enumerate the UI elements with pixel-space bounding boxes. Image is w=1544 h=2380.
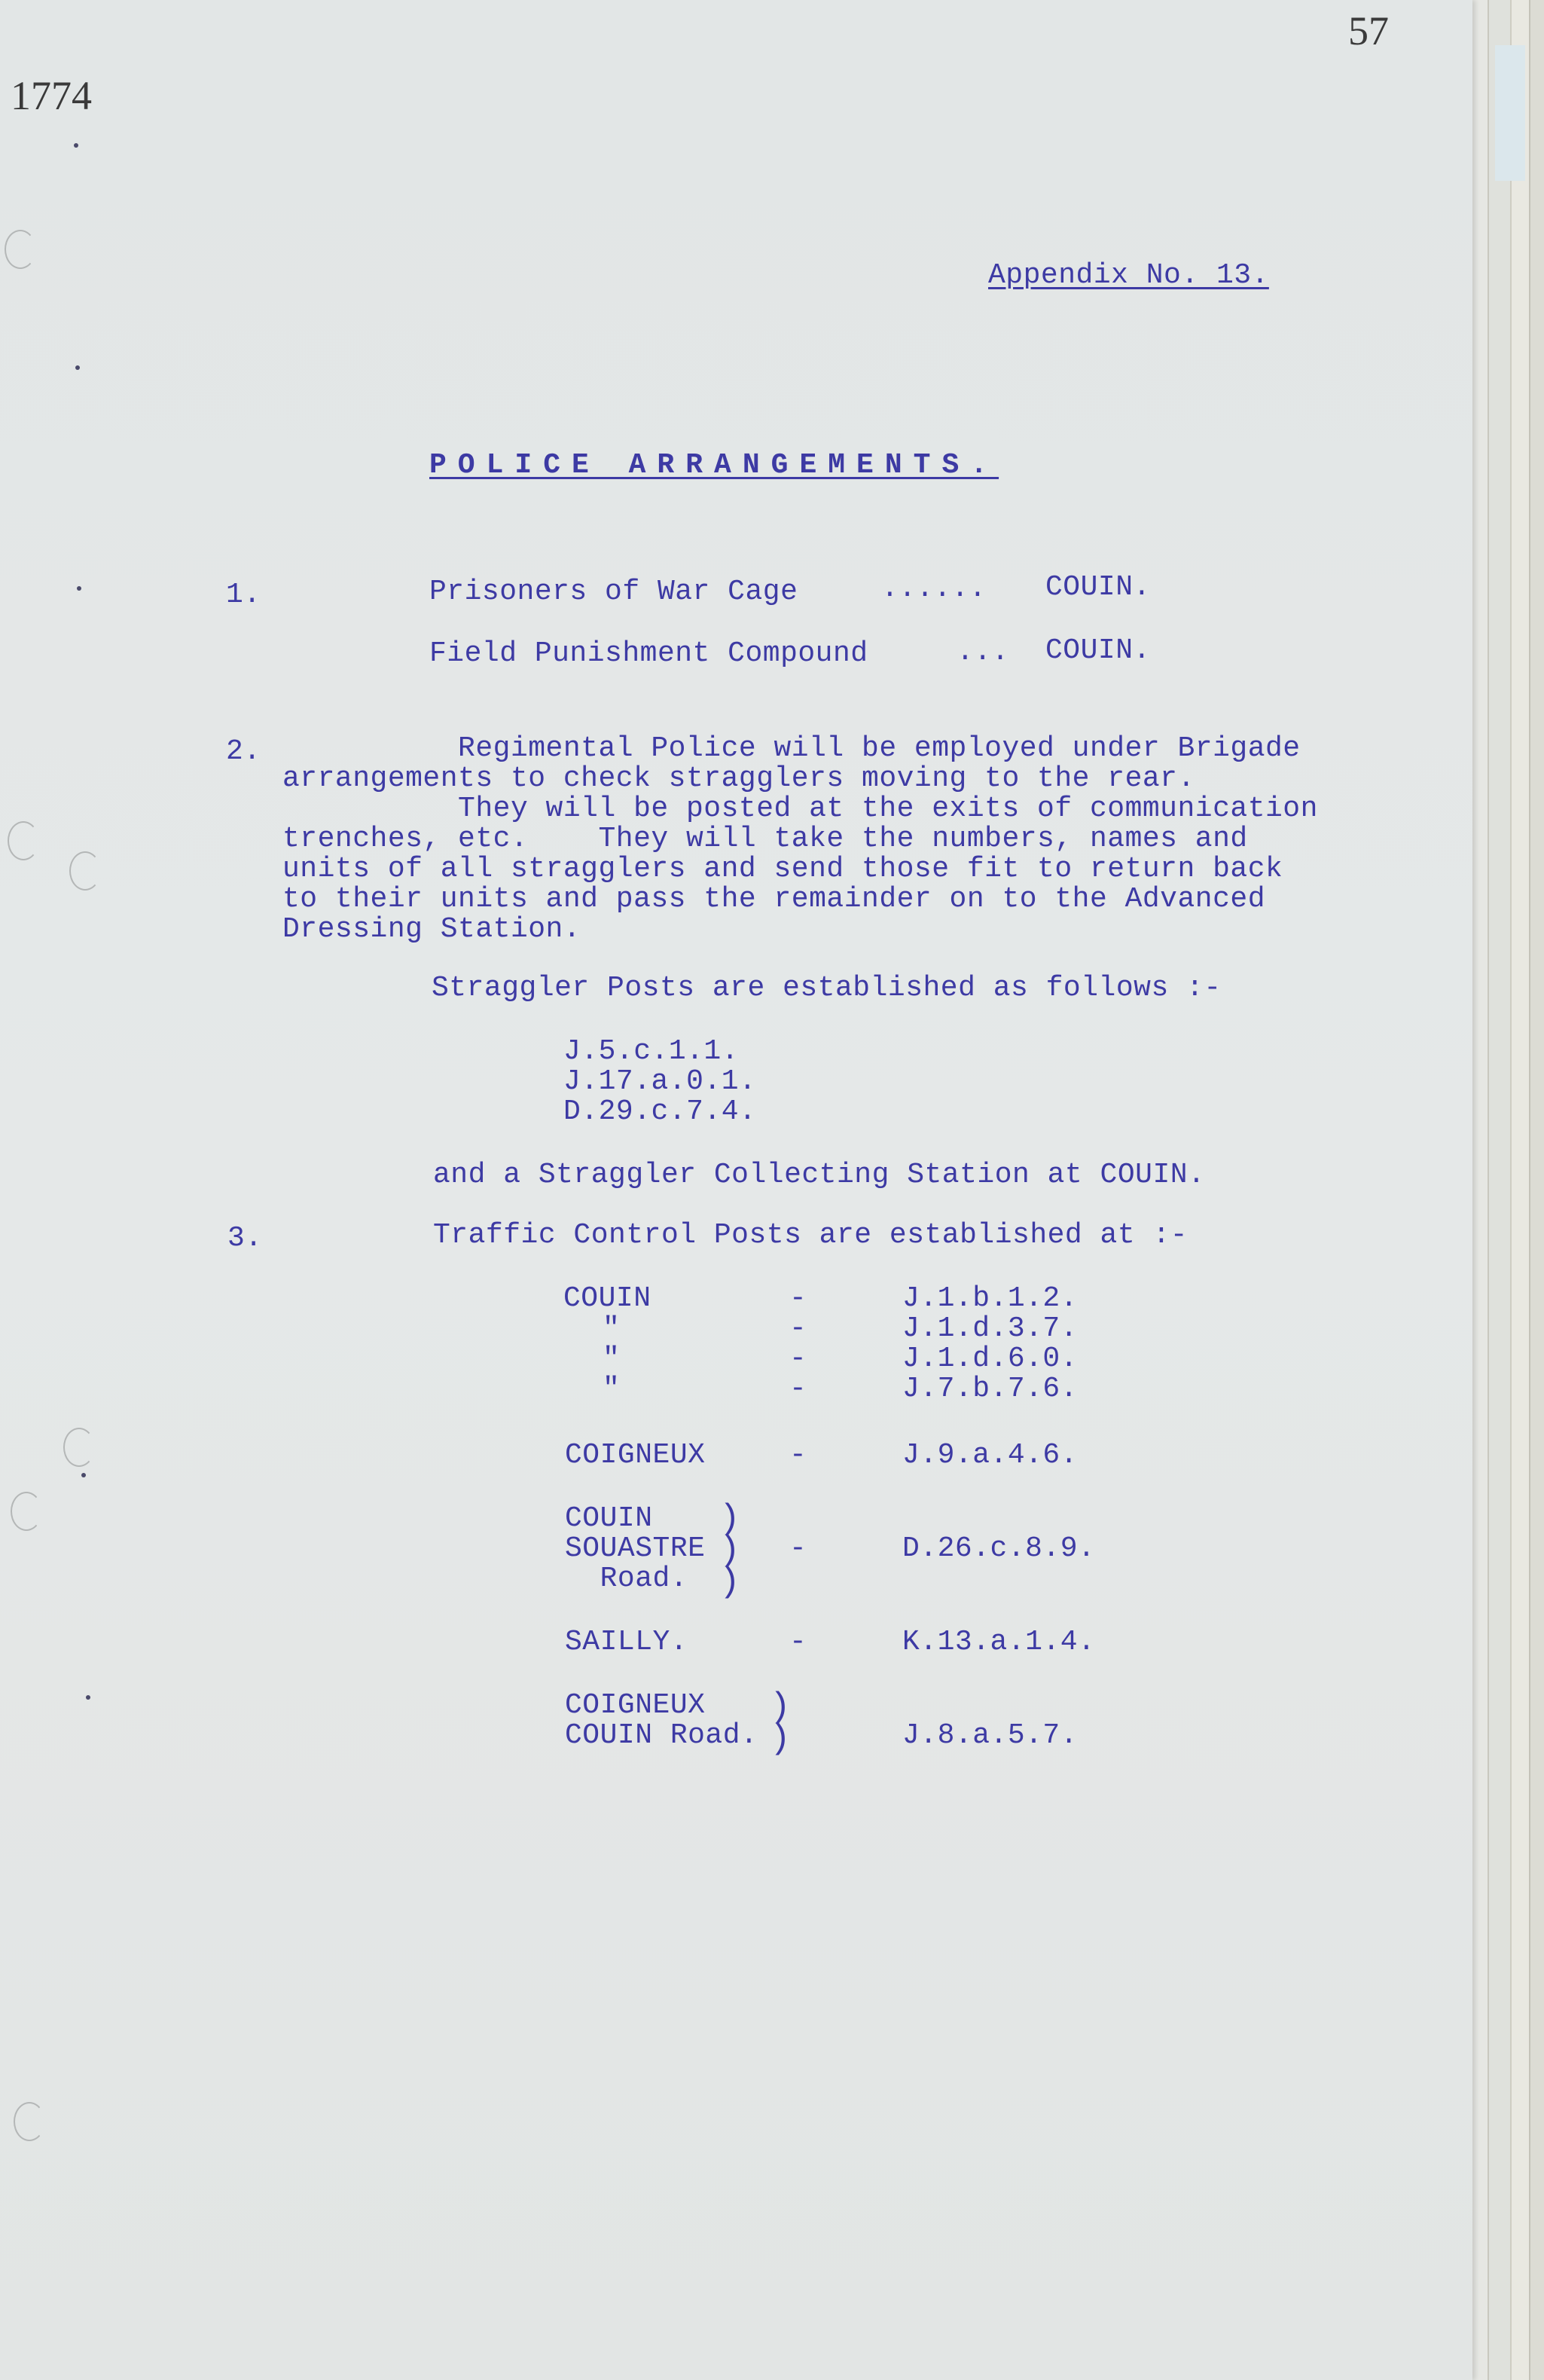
- traffic-ref: J.8.a.5.7.: [902, 1719, 1079, 1752]
- paragraph-line: to their units and pass the remainder on to the Advanced: [282, 883, 1266, 915]
- section-2-number: 2.: [226, 735, 261, 768]
- traffic-ref: J.7.b.7.6.: [902, 1373, 1079, 1405]
- punch-hole: [11, 1492, 42, 1531]
- straggler-post: D.29.c.7.4.: [563, 1095, 757, 1128]
- traffic-dash: -: [789, 1373, 807, 1405]
- traffic-ref: J.1.d.3.7.: [902, 1312, 1079, 1345]
- traffic-place: ": [603, 1343, 621, 1375]
- section-3-number: 3.: [227, 1222, 263, 1254]
- traffic-place: COUIN: [565, 1502, 653, 1535]
- traffic-ref: K.13.a.1.4.: [902, 1626, 1096, 1658]
- paragraph-line: arrangements to check stragglers moving to the rear.: [282, 762, 1195, 795]
- section-1-value: COUIN.: [1045, 634, 1151, 667]
- brace-mark: ): [719, 1499, 740, 1538]
- appendix-label: Appendix No. 13.: [988, 259, 1269, 292]
- paper-stack-sheet: [1529, 0, 1544, 2380]
- traffic-place: COIGNEUX: [565, 1439, 706, 1471]
- section-1-value: COUIN.: [1045, 571, 1151, 603]
- punch-hole: [8, 821, 39, 860]
- traffic-place: ": [603, 1373, 621, 1405]
- traffic-place: COUIN Road.: [565, 1719, 758, 1752]
- paragraph-line: Dressing Station.: [282, 913, 581, 946]
- straggler-post: J.17.a.0.1.: [563, 1065, 757, 1098]
- traffic-place: COUIN: [563, 1282, 651, 1315]
- traffic-dash: -: [789, 1343, 807, 1375]
- paragraph-line: They will be posted at the exits of communication: [282, 793, 1318, 825]
- traffic-dash: -: [789, 1282, 807, 1315]
- page-title: POLICE ARRANGEMENTS.: [429, 449, 999, 481]
- traffic-dash: -: [789, 1439, 807, 1471]
- section-1-dots: ......: [881, 573, 987, 605]
- speck: [86, 1695, 90, 1700]
- brace-mark: ): [719, 1531, 740, 1570]
- traffic-ref: J.1.b.1.2.: [902, 1282, 1079, 1315]
- traffic-posts-intro: Traffic Control Posts are established at :-: [433, 1219, 1189, 1251]
- page-number: 57: [1348, 8, 1389, 53]
- section-1-label: Field Punishment Compound: [429, 637, 868, 670]
- brace-mark: ): [719, 1563, 740, 1602]
- traffic-ref: D.26.c.8.9.: [902, 1532, 1096, 1565]
- straggler-post: J.5.c.1.1.: [563, 1035, 740, 1068]
- traffic-dash: -: [789, 1626, 807, 1658]
- traffic-place: Road.: [565, 1563, 688, 1595]
- punch-hole: [5, 230, 36, 269]
- traffic-dash: -: [789, 1532, 807, 1565]
- traffic-ref: J.9.a.4.6.: [902, 1439, 1079, 1471]
- section-1-number: 1.: [226, 579, 261, 611]
- section-1-label: Prisoners of War Cage: [429, 576, 798, 608]
- speck: [81, 1473, 86, 1477]
- section-1-dots: ...: [957, 636, 1009, 668]
- paper-tab: [1495, 45, 1525, 181]
- traffic-place: SAILLY.: [565, 1626, 688, 1658]
- collecting-station: and a Straggler Collecting Station at COUIN.: [433, 1159, 1206, 1191]
- speck: [74, 143, 78, 148]
- traffic-ref: J.1.d.6.0.: [902, 1343, 1079, 1375]
- reference-number: 1774: [11, 73, 92, 118]
- punch-hole: [14, 2102, 45, 2141]
- speck: [75, 365, 80, 370]
- speck: [77, 586, 81, 591]
- punch-hole: [69, 851, 101, 891]
- paragraph-line: Regimental Police will be employed under Brigade: [282, 732, 1301, 765]
- paragraph-line: trenches, etc. They will take the numbers, names and: [282, 823, 1248, 855]
- traffic-place: SOUASTRE: [565, 1532, 706, 1565]
- brace-mark: ): [770, 1688, 791, 1727]
- traffic-place: ": [603, 1312, 621, 1345]
- paragraph-line: units of all stragglers and send those fit to return back: [282, 853, 1283, 885]
- brace-mark: ): [770, 1719, 791, 1758]
- traffic-dash: -: [789, 1312, 807, 1345]
- punch-hole: [63, 1428, 95, 1467]
- straggler-posts-intro: Straggler Posts are established as follows :-: [432, 972, 1222, 1004]
- traffic-place: COIGNEUX: [565, 1689, 706, 1722]
